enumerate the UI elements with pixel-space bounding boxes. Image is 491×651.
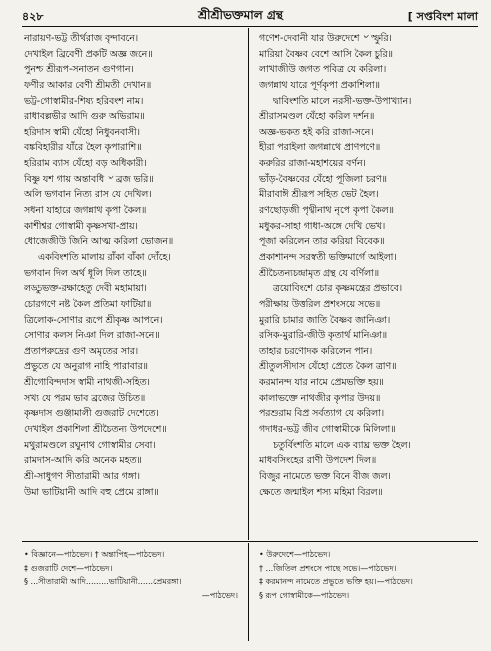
page-number: ৪২৮ — [22, 10, 44, 23]
verse-line: কৃষ্ণদাস গুঞ্জামালী গুজরাট দেশেতে। — [24, 408, 159, 420]
verse-line: গণেশ-দেবানী যার উরুদেশে ৺ স্ফুরি। — [259, 33, 392, 44]
verse-line: ক্ষেতে জন্মাইল শস্য মহিমা বিরল॥ — [259, 486, 383, 498]
verse-line: শ্রী-সাধুগণ সীতারামী আর গঙ্গা। — [24, 470, 140, 482]
verse-line: হরিদাস স্বামী যেঁহো নিধুবনবাসী। — [24, 126, 141, 138]
verse-line: শ্রীতুলসীদাস যেঁহো প্রেতে কৈল ত্রাণ॥ — [259, 361, 397, 373]
verse-line: একবিংশতি মালায় রাঁকা বাঁকা দোঁহে। — [38, 251, 171, 263]
verse-line: মাধবসিংহের রাণী উপদেশ দিল॥ — [259, 455, 377, 467]
verse-line: সখ্য যে পরম ভাব ব্রজের উচিত॥ — [24, 392, 146, 404]
footnote-divider — [248, 543, 249, 641]
page-header — [22, 6, 478, 24]
verse-line: অজ্ঞ-ভকত হই করি রাজা-সনে। — [259, 126, 374, 138]
verse-line: প্রভুতে যে অনুরাগ নাহি পারাবার॥ — [24, 361, 148, 373]
verse-line: করুরির রাজা-মহাশয়ের বর্ণন। — [259, 158, 366, 170]
verse-line: মারিয়া বৈষ্ণব বেশে আসি কৈল চুরি॥ — [259, 48, 393, 60]
verse-line: পরীক্ষায় উত্তরিল প্রশংসয়ে সভে॥ — [259, 298, 381, 310]
verse-line: রামদাস-আদি করি অনেক মহত॥ — [24, 455, 142, 467]
verse-line: ত্রিলোক-সোণার রূপে শ্রীকৃষ্ণ আপনে। — [24, 314, 163, 326]
verse-line: করমানন্দ যার নামে প্রেমভক্তি হয়॥ — [259, 377, 384, 389]
right-column-verses — [259, 31, 477, 500]
section-label: [ সপ্তবিংশ মালা — [407, 10, 478, 23]
verse-line: জগন্নাথ যারে পূর্ণকৃপা প্রকাশিলা॥ — [259, 79, 380, 91]
verse-line: রাধাবল্লভীর আদি গুরু অভিরাম॥ — [24, 111, 145, 123]
footnote-line: † ...জিতিল প্রশংসে পাছে সভে।—পাঠভেদ। — [259, 563, 397, 573]
footnote-line: • বিজ্ঞানে—পাঠভেদ। † অন্তাপিহ—পাঠভেদ। — [24, 550, 165, 559]
footnote-line: ‡ গুজরাটি দেশে—পাঠভেদ। — [24, 563, 113, 573]
verse-line: পূজা করিলেন তার করিয়া বিবেক॥ — [259, 236, 385, 248]
verse-line: মথুরামণ্ডলে রঘুনাথ গোস্বামীর সেবা। — [24, 439, 156, 451]
verse-line: অলি ভগবান নিত্য রাস যে দেখিল। — [24, 189, 152, 201]
verse-line: দেখাইল ব্রিবেণী প্রকটি অজ্ঞ জনে॥ — [24, 48, 153, 60]
footnotes-left — [24, 548, 244, 602]
verse-line: কাশীশ্বর গোস্বামী কৃষ্ণসখা-প্রায়। — [24, 220, 138, 232]
footnote-line: § রূপ গোস্বামীকে—পাঠভেদ। — [259, 590, 350, 600]
header-rule — [22, 26, 478, 27]
verse-line: শ্রীগোবিন্দদাস স্বামী নাথজী-সহিত। — [24, 377, 150, 389]
verse-line: প্রতাপরুদ্রের গুণ অমৃতের সার। — [24, 345, 139, 357]
verse-line: ভাঁড়-বৈষ্ণবের যেঁহো পূজিলা চরণ॥ — [259, 173, 387, 185]
footnotes-right — [259, 548, 479, 602]
verse-line: ফণীর আকার বেণী শ্রীমতী দেখান॥ — [24, 79, 152, 91]
footnote-line: ‡ করমানন্দ নামেতে প্রভুতে ভক্তি হয়।—পাঠভেদ। — [259, 577, 413, 586]
verse-line: সধনা যাহারে জগন্নাথ কৃপা কৈল॥ — [24, 205, 147, 217]
footnote-line: § ...সীতারামী আদি.........ভাটিয়ানী......প্রেমরঙ্গা। — [24, 577, 182, 586]
verse-line: লড্ডুভক্ত-রক্ষাহেতু দেবী মহামায়া। — [24, 283, 147, 295]
verse-line: শ্রীচৈতন্যচন্দ্রামৃত গ্রন্থ যে বর্ণিলা॥ — [259, 267, 379, 279]
verse-line: মুরারি চামার জাতি বৈষ্ণব জানিঞা। — [259, 314, 391, 326]
verse-line: পরশুরাম বিপ্র সর্বত্যাগ যে করিলা। — [259, 408, 385, 420]
left-column-verses — [24, 31, 242, 500]
verse-line: মীরাবাঈ শ্রীরূপ সহিত ভেট হৈল। — [259, 189, 379, 201]
verse-line: দেখাইল প্রকাশিলা শ্রীচৈতন্য উপদেশে॥ — [24, 424, 167, 436]
verse-line: মধুকর-সাহা গাধা-অঙ্গে দেখি ভেখ। — [259, 220, 386, 232]
verse-line: রণছোড়জী পৃথ্বীনাথ নৃপে কৃপা কৈল॥ — [259, 205, 394, 217]
verse-line: পুনশ্চ শ্রীরূপ-সনাতন গুণগান। — [24, 64, 134, 76]
verse-line: প্রকাশানন্দ সরস্বতী ভক্তিমার্গে আইলা। — [259, 251, 397, 263]
verse-line: গদাধর-ভট্ট জীব গোস্বামীকে মিলিলা॥ — [259, 424, 396, 436]
verse-line: ভট্ট-গোস্বামীর-শিষ্য হরিবংশ নাম। — [24, 95, 144, 107]
verse-line: নারায়ণ-ভট্ট তীর্থরাজ বৃন্দাবনে। — [24, 33, 139, 44]
verse-line: উমা ভাটিয়ানী আদি বহু প্রেমে রাঙ্গা॥ — [24, 486, 159, 498]
verse-line: তাহার চরণোদক করিলেন পান। — [259, 345, 373, 357]
verse-line: রসিক-মুরারি-জীউ কৃতার্থ মানিঞা॥ — [259, 330, 388, 342]
footnote-rule — [22, 541, 478, 542]
verse-line: ধোজেজীউ জিনি আত্ম করিলা ভোজন॥ — [24, 236, 174, 248]
verse-line: ভগবান দিল অর্থ ধূলি দিল তাহে॥ — [24, 267, 147, 279]
column-divider — [248, 28, 249, 540]
verse-line: বিষ্ণু যশ গায় অন্তাবধি ৺ ব্রজ ভরি॥ — [24, 173, 154, 185]
verse-line: বিজুর নামেতে ভক্ত বিনে বীজ জল। — [259, 470, 391, 482]
verse-line: শ্রীরাসমণ্ডল যেঁহো করিল দর্শন॥ — [259, 111, 375, 123]
verse-line: চোরগণে নষ্ট কৈল প্রতিমা ফাটিয়া॥ — [24, 298, 152, 310]
footnote-line: —পাঠভেদ। — [201, 590, 238, 600]
footnote-line: • উরুদেশে—পাঠভেদ। — [259, 550, 331, 559]
verse-line: হীরা পরাইলা জগন্নাথে প্রাণপণে॥ — [259, 142, 381, 154]
verse-line: দ্বাবিংশতি মালে নরসী-ভক্ত-উপাখ্যান। — [273, 95, 412, 107]
verse-line: চতুর্বিংশতি মালে এক ব্যাঘ্র ভক্ত হৈল। — [273, 439, 411, 451]
verse-line: সোণার কলস নিঞা দিল রাজা-সনে॥ — [24, 330, 160, 342]
verse-line: ত্রয়োবিংশে চোর কৃষ্ণমন্ত্রের প্রভাবে। — [273, 283, 403, 295]
verse-line: বঙ্কবিহারীর যাঁরে হৈল কৃপারাশি॥ — [24, 142, 142, 154]
book-title: শ্রীশ্রীভক্তমাল গ্রন্থ — [198, 8, 283, 22]
verse-line: হরিরাম ব্যাস যেঁহো বড় অধিকারী। — [24, 158, 147, 170]
verse-line: কালাভক্তে নাথজীর কৃপার উদয়॥ — [259, 392, 381, 404]
verse-line: লাখাজীউ জগত পবিত্র যে করিলা। — [259, 64, 387, 76]
